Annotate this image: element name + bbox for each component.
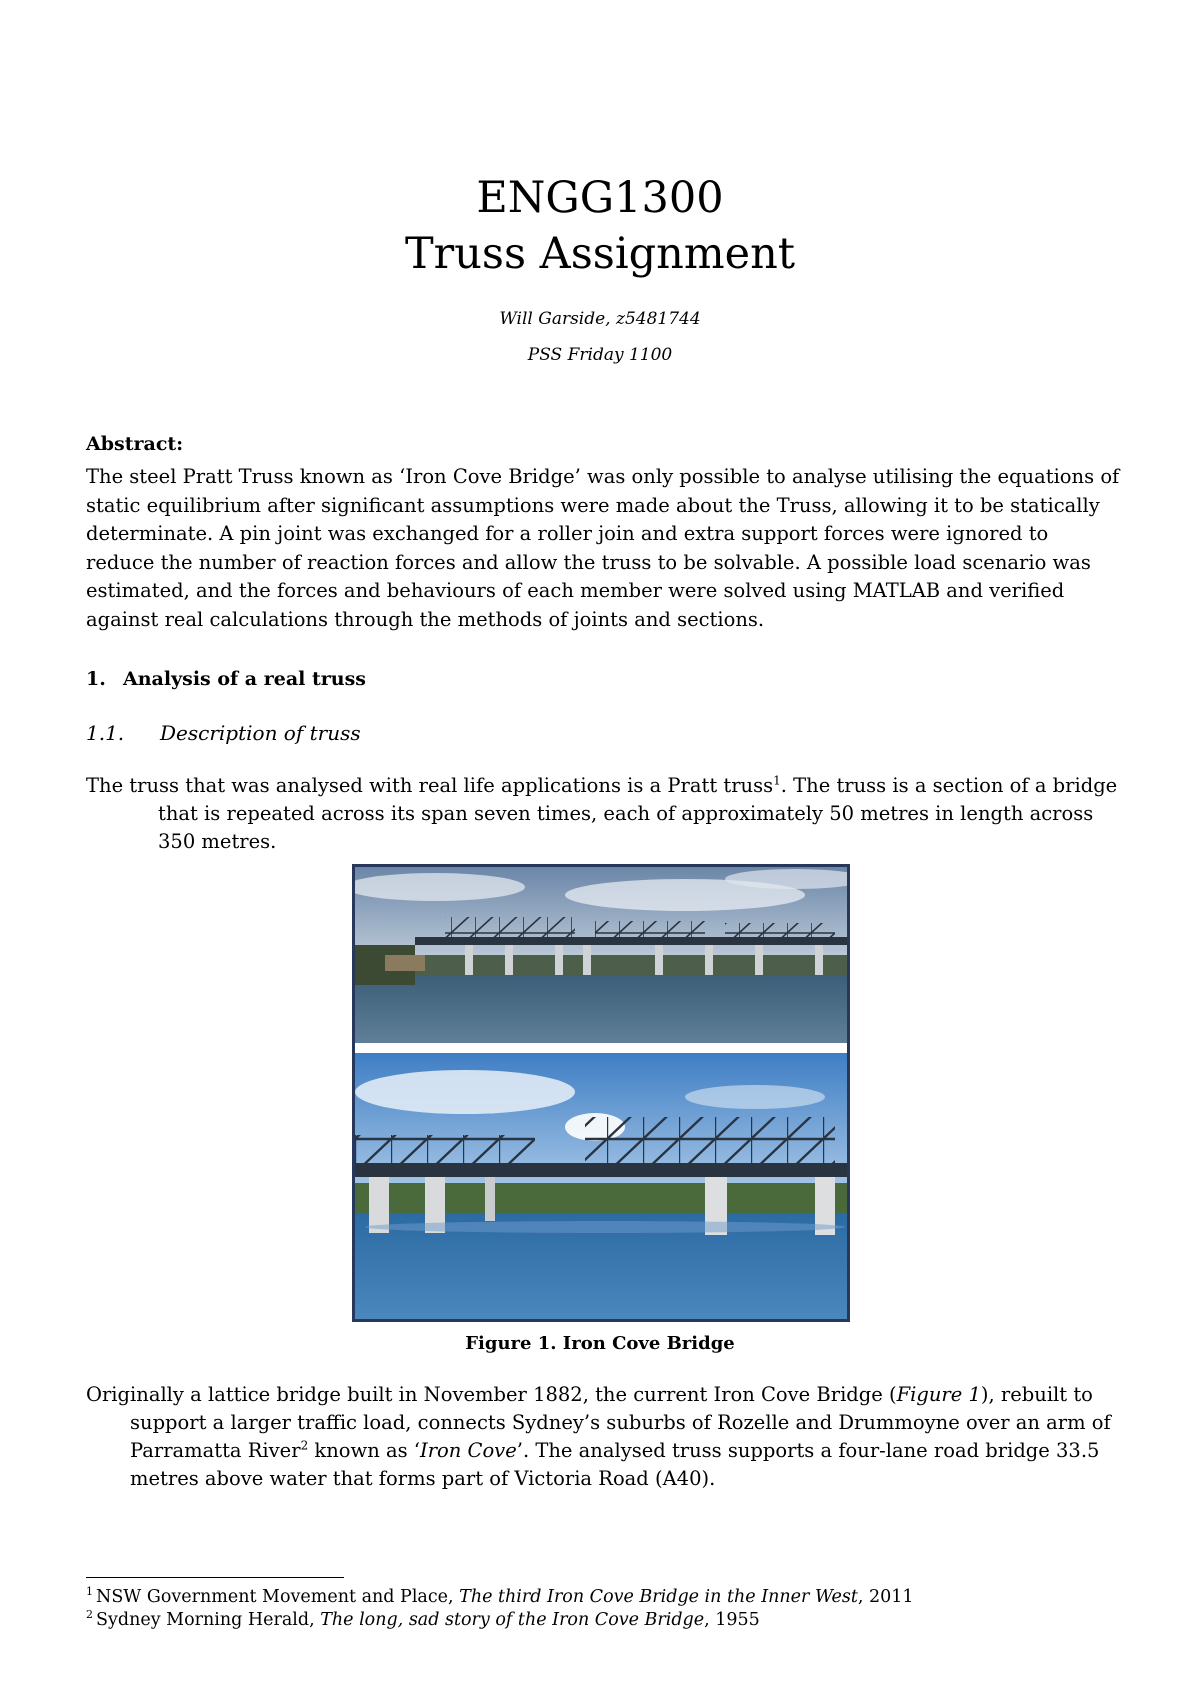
subsection-heading: [86, 721, 361, 745]
footnote-2: [86, 1609, 760, 1631]
section-title: Analysis of a real truss: [123, 668, 366, 690]
figure-reference-link[interactable]: Figure 1: [896, 1383, 981, 1406]
abstract-heading: Abstract:: [86, 433, 184, 455]
subsection-number: 1.1.: [86, 721, 125, 745]
class-line: PSS Friday 1100: [527, 345, 673, 365]
section-number: 1.: [86, 668, 106, 690]
footnote-2-number: 2: [86, 1608, 93, 1622]
bridge-figure-image: [352, 864, 850, 1322]
section-heading: [86, 668, 366, 690]
history-paragraph: [86, 1381, 1121, 1493]
course-code: ENGG1300: [476, 173, 724, 223]
footnote-1-year: , 2011: [857, 1587, 914, 1607]
para2-text-4: ’. The analysed truss supports a four-lane road bridge 33.5 metres above water that forms part of Victoria Road (A40).: [130, 1439, 1100, 1490]
footnote-1-number: 1: [86, 1585, 93, 1599]
truss-description-paragraph: [86, 772, 1121, 856]
footnote-ref-1[interactable]: 1: [773, 773, 781, 788]
figure-caption: Figure 1. Iron Cove Bridge: [465, 1333, 735, 1354]
footnote-2-year: , 1955: [704, 1610, 760, 1630]
footnote-1-title: The third Iron Cove Bridge in the Inner West: [459, 1587, 858, 1607]
para1-text-start: The truss that was analysed with real life applications is a Pratt truss: [86, 774, 774, 797]
footnote-2-source: Sydney Morning Herald,: [96, 1610, 321, 1630]
bridge-photo-top: [355, 867, 847, 1043]
footnote-1: [86, 1586, 914, 1608]
document-title: Truss Assignment: [404, 229, 796, 279]
author-line: Will Garside, z5481744: [499, 309, 701, 329]
bridge-photo-bottom: [355, 1053, 847, 1319]
footnote-divider: [86, 1577, 344, 1578]
para2-text-3: known as ‘: [308, 1439, 420, 1462]
para2-text-2: ), rebuilt to support a larger traffic load, connects Sydney’s suburbs of Rozelle and Drummoyne over an arm of Parramatta River: [130, 1383, 1111, 1462]
footnote-ref-2[interactable]: 2: [300, 1438, 309, 1453]
footnote-2-title: The long, sad story of the Iron Cove Bridge: [320, 1610, 705, 1630]
footnote-1-source: NSW Government Movement and Place,: [96, 1587, 460, 1607]
para2-text-1: Originally a lattice bridge built in November 1882, the current Iron Cove Bridge (: [86, 1383, 897, 1406]
para2-italic-name: Iron Cove: [420, 1439, 517, 1462]
para1-text-end: . The truss is a section of a bridge that is repeated across its span seven times, each of approximately 50 metres in length across 350 metres.: [158, 774, 1118, 853]
subsection-title: Description of truss: [160, 721, 361, 745]
abstract-body: The steel Pratt Truss known as ‘Iron Cove Bridge’ was only possible to analyse utilising the equations of static equilibrium after significant assumptions were made about the Truss, allowing it to be statically determinate. A pin joint was exchanged for a roller join and extra support forces were ignored to reduce the number of reaction forces and allow the truss to be solvable. A possible load scenario was estimated, and the forces and behaviours of each member were solved using MATLAB and verified against real calculations through the methods of joints and sections.: [86, 465, 1120, 631]
